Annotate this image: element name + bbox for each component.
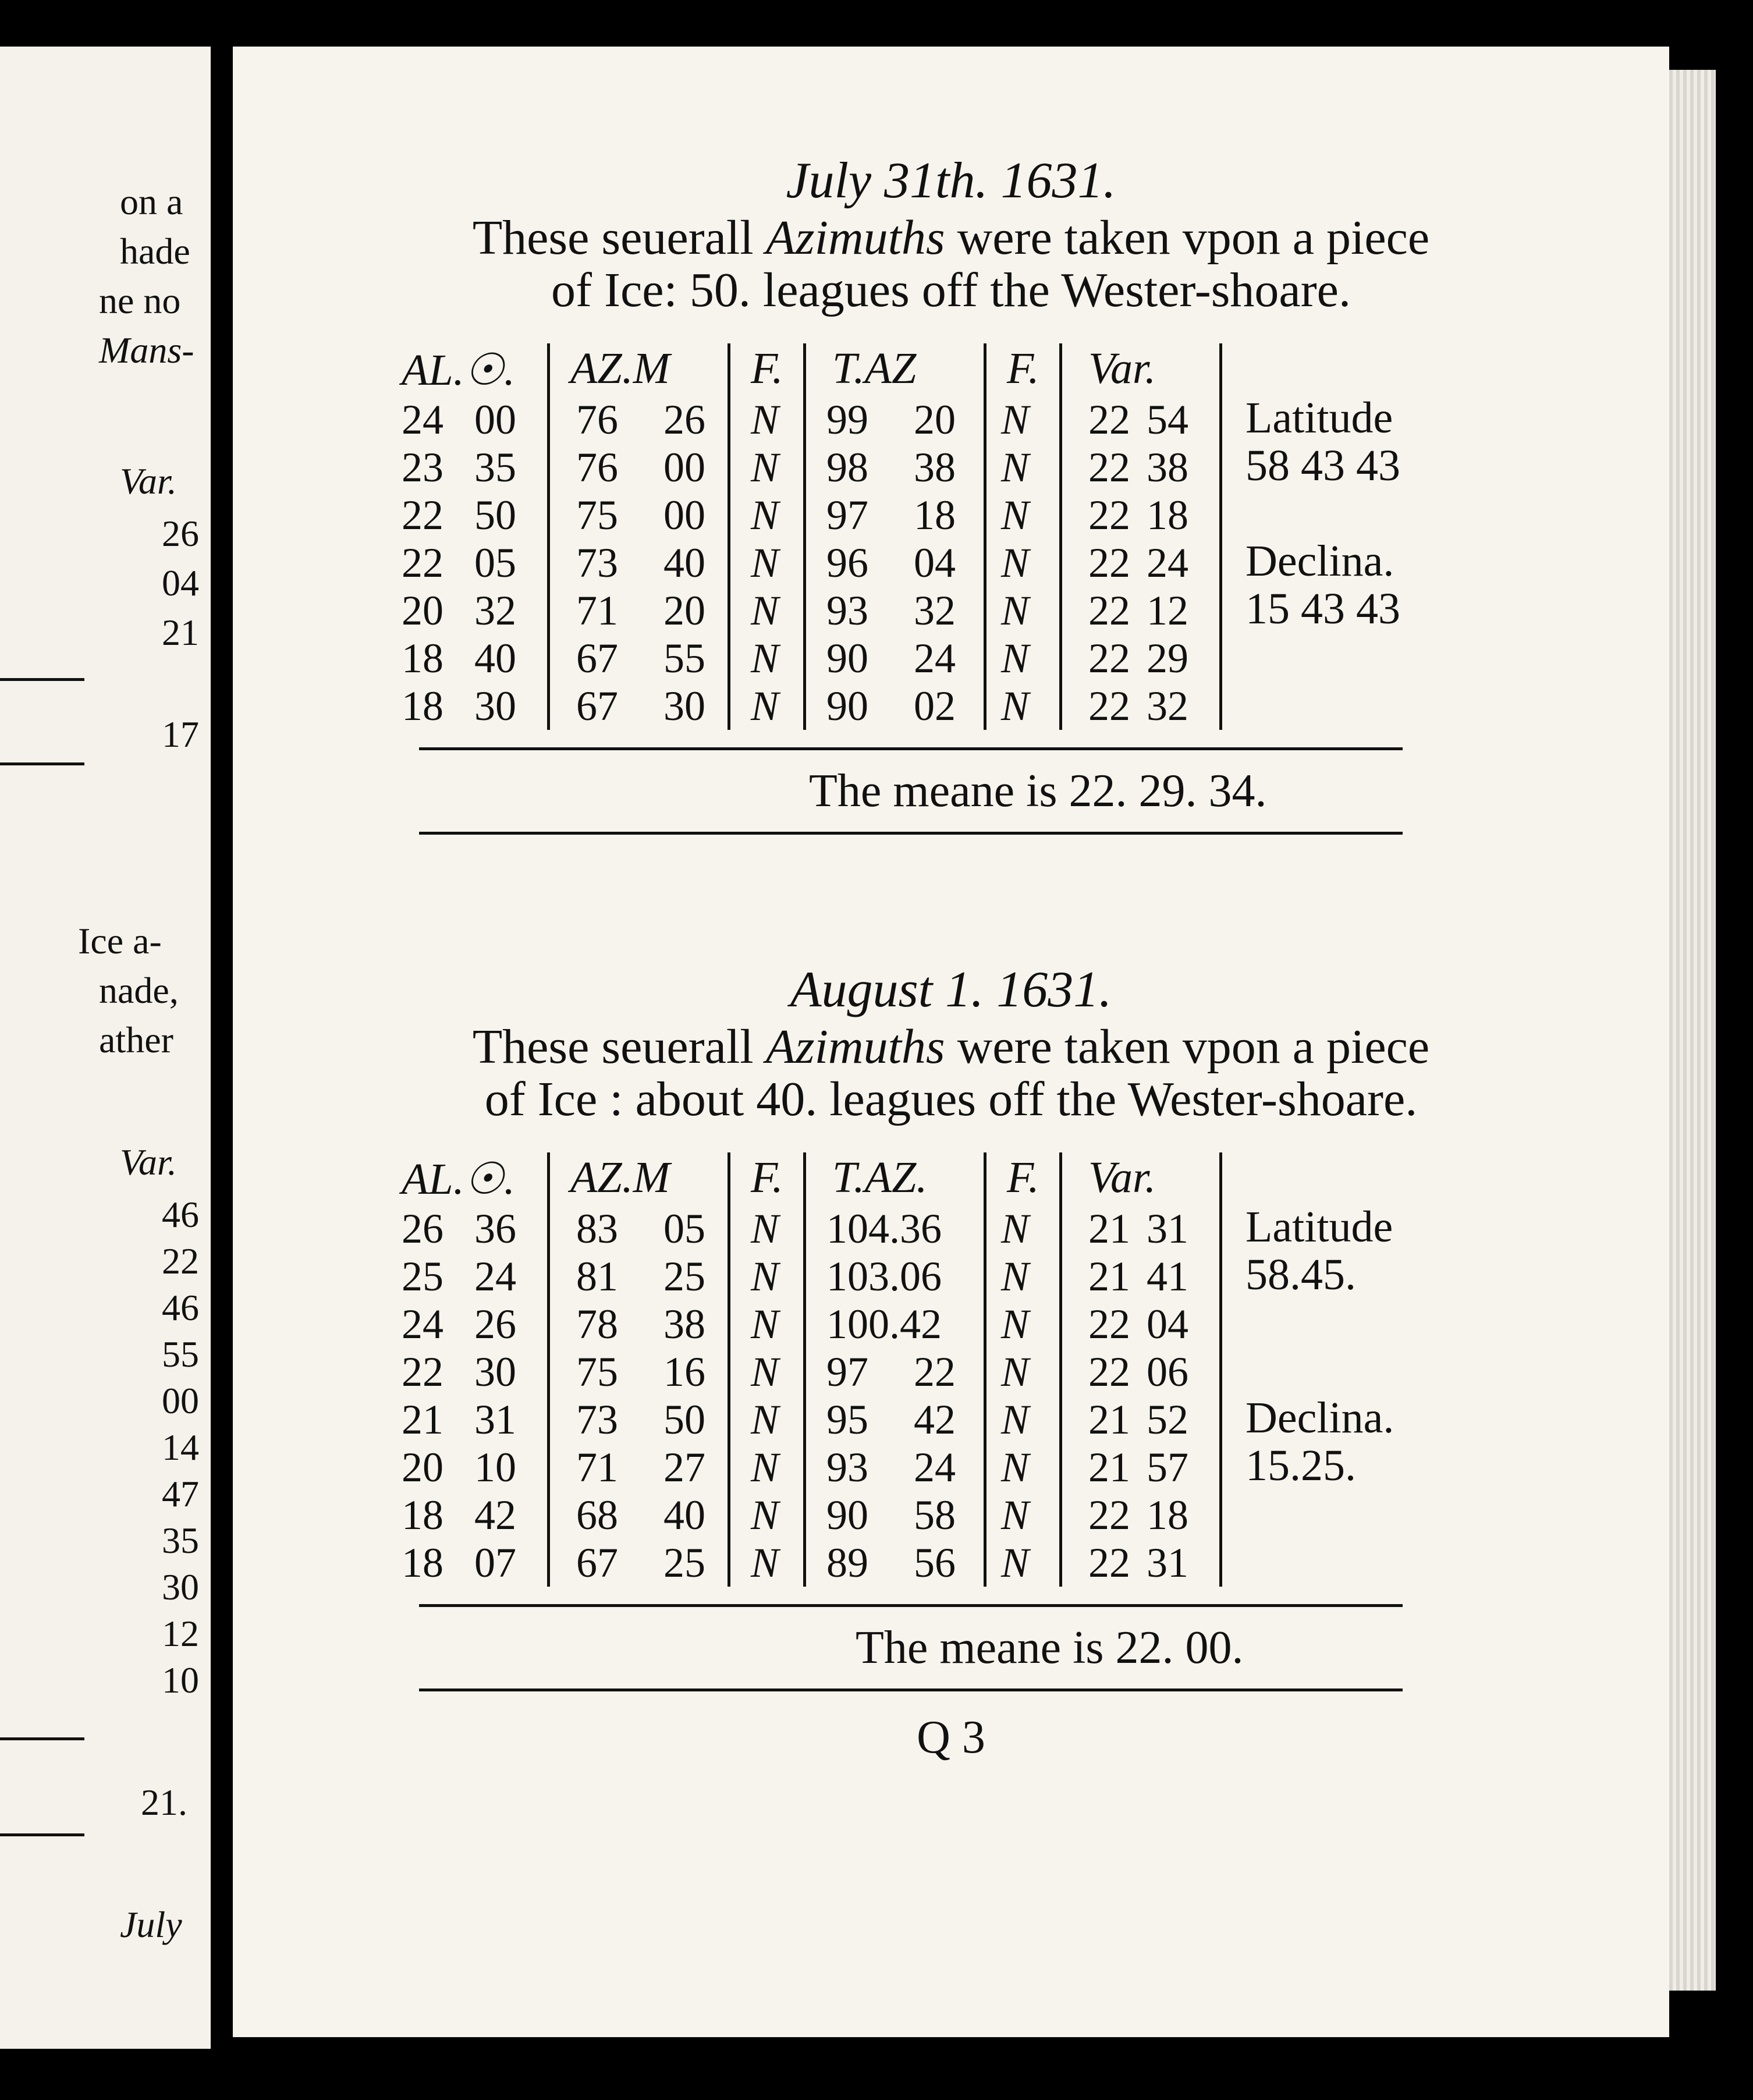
- table-cell: 22: [1088, 1539, 1130, 1586]
- table-cell: 00: [663, 444, 705, 491]
- left-page-text: ne no: [99, 280, 181, 321]
- side-label: 58 43 43: [1245, 441, 1400, 490]
- table-cell: 35: [474, 444, 516, 491]
- left-page-text: 21.: [141, 1782, 187, 1823]
- column-divider: [803, 343, 806, 730]
- column-divider: [984, 343, 986, 730]
- table-cell: N: [1001, 444, 1030, 491]
- section-date: July 31th. 1631.: [786, 152, 1116, 209]
- table-cell: 10: [474, 1444, 516, 1491]
- table-cell: 27: [663, 1444, 705, 1491]
- left-page-text: 00: [162, 1380, 199, 1421]
- section-intro-line2: of Ice : about 40. leagues off the Wester-shoare.: [484, 1072, 1418, 1126]
- table-cell: 52: [1147, 1396, 1188, 1443]
- table-cell: N: [1001, 1349, 1030, 1395]
- rule-below-mean: [419, 1688, 1403, 1691]
- table-cell: 71: [576, 1444, 618, 1491]
- table-cell: 22: [1088, 1492, 1130, 1538]
- table-cell: 32: [474, 587, 516, 634]
- left-page-text: 14: [162, 1427, 199, 1468]
- table-cell: 07: [474, 1539, 516, 1586]
- table-cell: N: [1001, 683, 1030, 729]
- column-divider: [1059, 343, 1062, 730]
- column-divider: [547, 1152, 550, 1587]
- left-page-text: nade,: [99, 970, 179, 1011]
- left-page-fragment: [0, 47, 211, 2049]
- table-cell: N: [1001, 1205, 1030, 1252]
- table-cell: 22: [1088, 492, 1130, 538]
- table-cell: 22: [1088, 444, 1130, 491]
- table-cell: 73: [576, 1396, 618, 1443]
- page-edge: [1669, 70, 1716, 1991]
- side-label: Declina.: [1245, 1393, 1394, 1442]
- section-intro-line1: These seuerall Azimuths were taken vpon a piece: [472, 211, 1430, 265]
- table-cell: 05: [663, 1205, 705, 1252]
- table-cell: 40: [663, 540, 705, 586]
- section-date: August 1. 1631.: [790, 962, 1112, 1018]
- left-page-text: Var.: [120, 460, 177, 502]
- table-cell: N: [751, 540, 779, 586]
- table-cell: 22: [402, 1349, 443, 1395]
- column-header: AZ.M: [570, 1153, 670, 1202]
- table-cell: 21: [1088, 1253, 1130, 1300]
- table-cell: N: [751, 683, 779, 729]
- table-cell: 04: [914, 540, 956, 586]
- table-cell: 20: [663, 587, 705, 634]
- left-page-text: 35: [162, 1520, 199, 1561]
- table-cell: N: [1001, 1492, 1030, 1538]
- side-label: Latitude: [1245, 1202, 1393, 1251]
- left-page-rule: [0, 762, 84, 765]
- table-cell: N: [751, 396, 779, 443]
- table-cell: 100.42: [826, 1301, 942, 1347]
- left-page-text: hade: [120, 230, 190, 272]
- column-header: T.AZ.: [832, 1153, 928, 1202]
- table-cell: 22: [402, 492, 443, 538]
- column-divider: [547, 343, 550, 730]
- column-divider: [728, 343, 730, 730]
- table-cell: 02: [914, 683, 956, 729]
- table-cell: 50: [474, 492, 516, 538]
- column-header: Var.: [1088, 1153, 1156, 1202]
- table-cell: 42: [474, 1492, 516, 1538]
- side-label: 58.45.: [1245, 1250, 1356, 1299]
- table-cell: 22: [914, 1349, 956, 1395]
- column-divider: [803, 1152, 806, 1587]
- table-cell: 22: [1088, 635, 1130, 682]
- table-cell: N: [751, 1301, 779, 1347]
- table-cell: 76: [576, 396, 618, 443]
- column-header: AL.☉.: [402, 1155, 515, 1204]
- left-page-rule: [0, 1833, 84, 1836]
- left-page-text: 12: [162, 1613, 199, 1654]
- table-cell: 22: [1088, 1301, 1130, 1347]
- table-cell: 41: [1147, 1253, 1188, 1300]
- column-divider: [1219, 1152, 1222, 1587]
- left-page-text: 26: [162, 513, 199, 554]
- table-cell: 36: [474, 1205, 516, 1252]
- section-intro-line2: of Ice: 50. leagues off the Wester-shoare.: [551, 263, 1351, 317]
- table-cell: 18: [402, 635, 443, 682]
- column-divider: [1059, 1152, 1062, 1587]
- side-label: 15.25.: [1245, 1441, 1356, 1490]
- table-cell: 29: [1147, 635, 1188, 682]
- table-cell: 24: [402, 396, 443, 443]
- table-cell: 24: [474, 1253, 516, 1300]
- table-cell: 26: [402, 1205, 443, 1252]
- table-cell: 32: [1147, 683, 1188, 729]
- table-cell: 81: [576, 1253, 618, 1300]
- table-cell: 30: [663, 683, 705, 729]
- table-cell: 20: [402, 587, 443, 634]
- table-cell: N: [751, 1253, 779, 1300]
- left-page-rule: [0, 678, 84, 681]
- column-header: F.: [1007, 344, 1039, 393]
- table-cell: N: [1001, 396, 1030, 443]
- table-cell: 24: [1147, 540, 1188, 586]
- table-cell: 97: [826, 492, 868, 538]
- left-page-text: 22: [162, 1240, 199, 1282]
- table-cell: 04: [1147, 1301, 1188, 1347]
- table-cell: 40: [474, 635, 516, 682]
- table-cell: 05: [474, 540, 516, 586]
- table-cell: 67: [576, 635, 618, 682]
- table-cell: 20: [914, 396, 956, 443]
- column-header: F.: [751, 344, 783, 393]
- table-cell: N: [1001, 1301, 1030, 1347]
- table-cell: 38: [914, 444, 956, 491]
- table-cell: 55: [663, 635, 705, 682]
- table-cell: 22: [1088, 587, 1130, 634]
- left-page-text: Mans-: [99, 329, 194, 371]
- left-page-text: 21: [162, 612, 199, 653]
- table-cell: N: [751, 1396, 779, 1443]
- table-cell: 25: [663, 1539, 705, 1586]
- left-page-text: July: [120, 1904, 182, 1945]
- left-page-text: 46: [162, 1287, 199, 1328]
- table-cell: 22: [1088, 396, 1130, 443]
- left-page-text: 46: [162, 1194, 199, 1235]
- table-cell: 54: [1147, 396, 1188, 443]
- table-cell: 30: [474, 683, 516, 729]
- column-header: Var.: [1088, 344, 1156, 393]
- table-cell: 103.06: [826, 1253, 942, 1300]
- table-cell: 12: [1147, 587, 1188, 634]
- table-cell: 16: [663, 1349, 705, 1395]
- table-cell: N: [1001, 1444, 1030, 1491]
- table-cell: N: [1001, 1539, 1030, 1586]
- table-cell: 31: [1147, 1205, 1188, 1252]
- table-cell: 83: [576, 1205, 618, 1252]
- table-cell: 22: [1088, 683, 1130, 729]
- table-cell: 21: [1088, 1396, 1130, 1443]
- table-cell: 75: [576, 1349, 618, 1395]
- column-header: F.: [751, 1153, 783, 1202]
- table-cell: 21: [402, 1396, 443, 1443]
- table-cell: N: [1001, 540, 1030, 586]
- table-cell: 75: [576, 492, 618, 538]
- table-cell: 18: [402, 1539, 443, 1586]
- table-cell: 71: [576, 587, 618, 634]
- table-cell: 67: [576, 683, 618, 729]
- signature-mark: Q 3: [917, 1712, 985, 1763]
- column-header: AZ.M: [570, 344, 670, 393]
- table-cell: 38: [1147, 444, 1188, 491]
- table-cell: 67: [576, 1539, 618, 1586]
- table-cell: 06: [1147, 1349, 1188, 1395]
- left-page-text: 30: [162, 1566, 199, 1608]
- left-page-text: 17: [162, 714, 199, 755]
- table-cell: 22: [1088, 540, 1130, 586]
- table-cell: 78: [576, 1301, 618, 1347]
- section-intro-line1: These seuerall Azimuths were taken vpon a piece: [472, 1020, 1430, 1074]
- main-page: [233, 47, 1669, 2037]
- table-cell: 21: [1088, 1444, 1130, 1491]
- table-cell: 24: [914, 1444, 956, 1491]
- table-cell: 93: [826, 1444, 868, 1491]
- table-cell: 40: [663, 1492, 705, 1538]
- table-cell: 18: [1147, 1492, 1188, 1538]
- column-header: AL.☉.: [402, 346, 515, 395]
- table-cell: N: [1001, 1396, 1030, 1443]
- table-cell: N: [751, 1492, 779, 1538]
- rule-above-mean: [419, 1604, 1403, 1607]
- table-cell: N: [1001, 1253, 1030, 1300]
- table-cell: 58: [914, 1492, 956, 1538]
- table-cell: 68: [576, 1492, 618, 1538]
- table-cell: N: [751, 1444, 779, 1491]
- column-header: F.: [1007, 1153, 1039, 1202]
- table-cell: 21: [1088, 1205, 1130, 1252]
- table-cell: N: [751, 1539, 779, 1586]
- side-label: 15 43 43: [1245, 584, 1400, 633]
- mean-value: The meane is 22. 00.: [856, 1622, 1244, 1673]
- table-cell: 30: [474, 1349, 516, 1395]
- table-cell: 104.36: [826, 1205, 942, 1252]
- column-divider: [728, 1152, 730, 1587]
- table-cell: 90: [826, 1492, 868, 1538]
- table-cell: 18: [1147, 492, 1188, 538]
- side-label: Declina.: [1245, 537, 1394, 586]
- table-cell: 18: [402, 683, 443, 729]
- table-cell: 20: [402, 1444, 443, 1491]
- table-cell: 98: [826, 444, 868, 491]
- table-cell: 96: [826, 540, 868, 586]
- table-cell: N: [1001, 587, 1030, 634]
- column-divider: [1219, 343, 1222, 730]
- table-cell: N: [1001, 492, 1030, 538]
- table-cell: 73: [576, 540, 618, 586]
- table-cell: 31: [1147, 1539, 1188, 1586]
- table-cell: 25: [402, 1253, 443, 1300]
- table-cell: 31: [474, 1396, 516, 1443]
- table-cell: 93: [826, 587, 868, 634]
- table-cell: N: [1001, 635, 1030, 682]
- table-cell: N: [751, 444, 779, 491]
- table-cell: 90: [826, 635, 868, 682]
- table-cell: 22: [1088, 1349, 1130, 1395]
- table-cell: 56: [914, 1539, 956, 1586]
- table-cell: 26: [663, 396, 705, 443]
- table-cell: 76: [576, 444, 618, 491]
- rule-above-mean: [419, 747, 1403, 750]
- table-cell: 23: [402, 444, 443, 491]
- table-cell: N: [751, 492, 779, 538]
- table-cell: N: [751, 635, 779, 682]
- table-cell: N: [751, 587, 779, 634]
- table-cell: 18: [914, 492, 956, 538]
- left-page-text: Ice a-: [78, 920, 162, 962]
- table-cell: 00: [663, 492, 705, 538]
- table-cell: 38: [663, 1301, 705, 1347]
- table-cell: 22: [402, 540, 443, 586]
- left-page-text: Var.: [120, 1141, 177, 1183]
- side-label: Latitude: [1245, 393, 1393, 442]
- left-page-text: 10: [162, 1659, 199, 1701]
- left-page-text: ather: [99, 1019, 173, 1060]
- left-page-text: on a: [120, 181, 183, 222]
- rule-below-mean: [419, 832, 1403, 835]
- table-cell: 89: [826, 1539, 868, 1586]
- table-cell: 57: [1147, 1444, 1188, 1491]
- table-cell: 26: [474, 1301, 516, 1347]
- left-page-text: 47: [162, 1473, 199, 1514]
- left-page-rule: [0, 1737, 84, 1740]
- table-cell: 32: [914, 587, 956, 634]
- table-cell: 25: [663, 1253, 705, 1300]
- table-cell: 18: [402, 1492, 443, 1538]
- table-cell: 90: [826, 683, 868, 729]
- table-cell: 99: [826, 396, 868, 443]
- left-page-text: 04: [162, 562, 199, 604]
- table-cell: 00: [474, 396, 516, 443]
- table-cell: 24: [914, 635, 956, 682]
- mean-value: The meane is 22. 29. 34.: [809, 765, 1267, 817]
- table-cell: N: [751, 1205, 779, 1252]
- column-divider: [984, 1152, 986, 1587]
- left-page-text: 55: [162, 1333, 199, 1375]
- table-cell: 97: [826, 1349, 868, 1395]
- table-cell: 42: [914, 1396, 956, 1443]
- column-header: T.AZ: [832, 344, 917, 393]
- table-cell: N: [751, 1349, 779, 1395]
- table-cell: 95: [826, 1396, 868, 1443]
- table-cell: 50: [663, 1396, 705, 1443]
- table-cell: 24: [402, 1301, 443, 1347]
